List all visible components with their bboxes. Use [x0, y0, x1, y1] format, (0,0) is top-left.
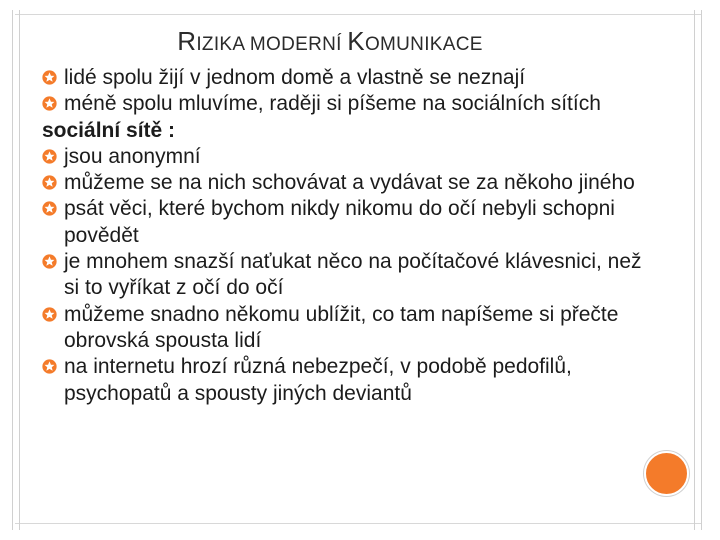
list-item	[42, 196, 654, 249]
star-bullet-icon	[42, 175, 57, 190]
list-item	[42, 144, 654, 170]
list-item-text: na internetu hrozí různá nebezpečí, v podobě pedofilů, psychopatů a spousty jiných deviantů	[64, 355, 572, 405]
title-part-1: IZIKA MODERNÍ	[196, 34, 348, 55]
list-item-text: můžeme snadno někomu ublížit, co tam napíšeme si přečte obrovská spousta lidí	[64, 302, 619, 352]
list-item-text: je mnohem snazší naťukat něco na počítačové klávesnici, než si to vyříkat z očí do očí	[64, 250, 642, 300]
decorative-orange-circle	[644, 451, 689, 496]
list-item-text: psát věci, které bychom nikdy nikomu do očí nebyli schopni povědět	[64, 197, 615, 247]
list-item-text: lidé spolu žijí v jednom domě a vlastně se neznají	[64, 66, 526, 89]
star-bullet-icon	[42, 307, 57, 322]
star-bullet-icon	[42, 96, 57, 111]
list-item-text: méně spolu mluvíme, raději si píšeme na sociálních sítích	[64, 92, 601, 116]
star-bullet-icon	[42, 254, 57, 269]
frame-left-rail	[12, 10, 20, 530]
slide-title	[0, 26, 660, 57]
list-item	[42, 249, 654, 302]
star-bullet-icon	[42, 70, 57, 85]
star-bullet-icon	[42, 149, 57, 164]
star-bullet-icon	[42, 201, 57, 216]
title-initial-2: K	[347, 26, 365, 56]
list-item	[42, 65, 654, 91]
subheading: sociální sítě :	[42, 118, 176, 142]
star-bullet-icon	[42, 359, 57, 374]
list-item-text: můžeme se na nich schovávat a vydávat se za někoho jiného	[64, 171, 635, 195]
frame-right-rail	[694, 10, 702, 530]
list-item	[42, 170, 654, 196]
title-initial-1: R	[177, 26, 197, 56]
title-part-2: OMUNIKACE	[364, 34, 483, 55]
list-item	[42, 302, 654, 355]
list-item-text: jsou anonymní	[64, 144, 201, 168]
list-item	[42, 91, 654, 117]
slide-content	[42, 65, 654, 407]
list-item	[42, 354, 654, 407]
